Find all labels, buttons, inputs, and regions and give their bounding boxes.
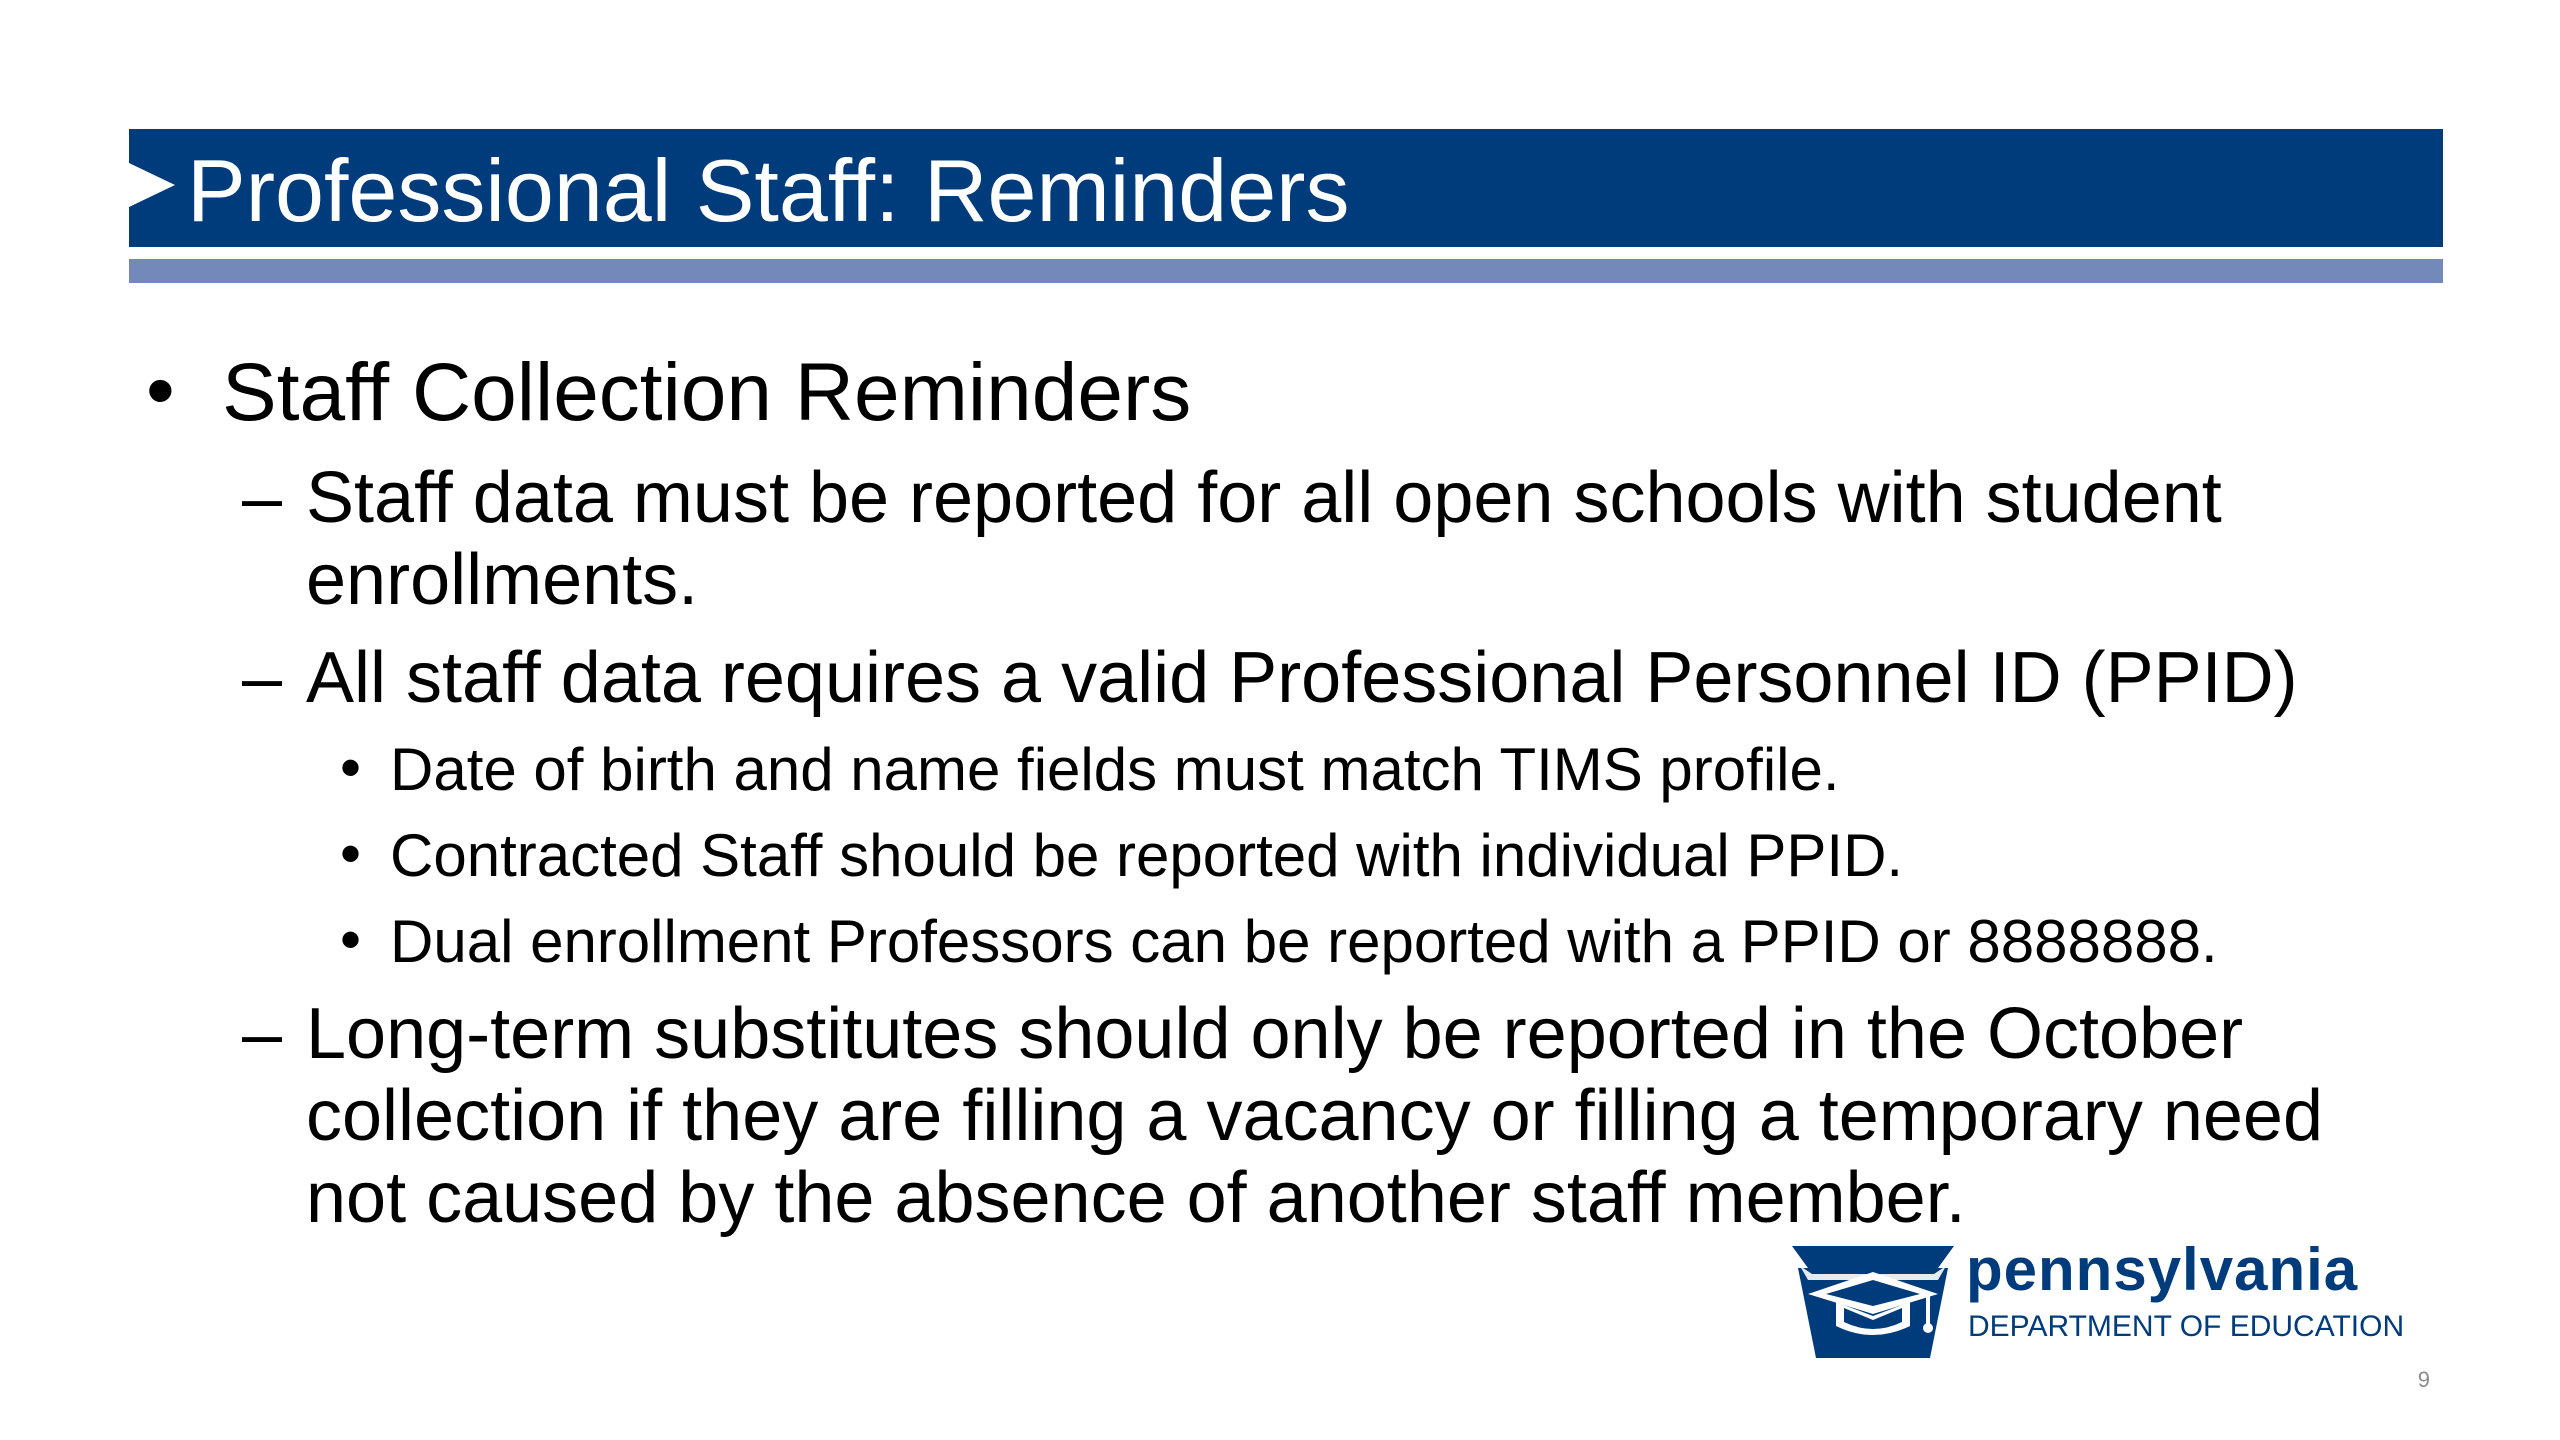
- item3-line3: not caused by the absence of another staff member.: [306, 1158, 1966, 1238]
- dash-marker: –: [242, 994, 283, 1074]
- sub-bullet-contracted: Contracted Staff should be reported with individual PPID.: [390, 822, 1904, 889]
- dash-marker: –: [242, 638, 283, 718]
- item1-line2: enrollments.: [306, 540, 699, 620]
- bullet-marker: •: [340, 906, 362, 973]
- item3-line1: Long-term substitutes should only be reported in the October: [306, 994, 2244, 1074]
- page-number: 9: [2417, 1367, 2430, 1392]
- heading-staff-collection: Staff Collection Reminders: [222, 347, 1192, 438]
- dash-marker: –: [242, 458, 283, 538]
- item3-line2: collection if they are filling a vacancy or filling a temporary need: [306, 1076, 2324, 1156]
- logo-department-text: DEPARTMENT OF EDUCATION: [1968, 1310, 2405, 1343]
- bullet-marker: •: [340, 820, 362, 887]
- bullet-marker: •: [146, 345, 175, 436]
- bullet-marker: •: [340, 734, 362, 801]
- keystone-graduation-cap-icon: [1788, 1236, 1958, 1358]
- sub-bullet-dob: Date of birth and name fields must match TIMS profile.: [390, 736, 1840, 803]
- slide-title: Professional Staff: Reminders: [187, 141, 1350, 240]
- item2-line1: All staff data requires a valid Professional Personnel ID (PPID): [306, 638, 2298, 718]
- logo-pennsylvania-text: pennsylvania: [1966, 1236, 2359, 1303]
- sub-bullet-dual-enrollment: Dual enrollment Professors can be reported with a PPID or 8888888.: [390, 908, 2218, 975]
- pa-education-logo: [1788, 1236, 2448, 1358]
- item1-line1: Staff data must be reported for all open schools with student: [306, 458, 2222, 538]
